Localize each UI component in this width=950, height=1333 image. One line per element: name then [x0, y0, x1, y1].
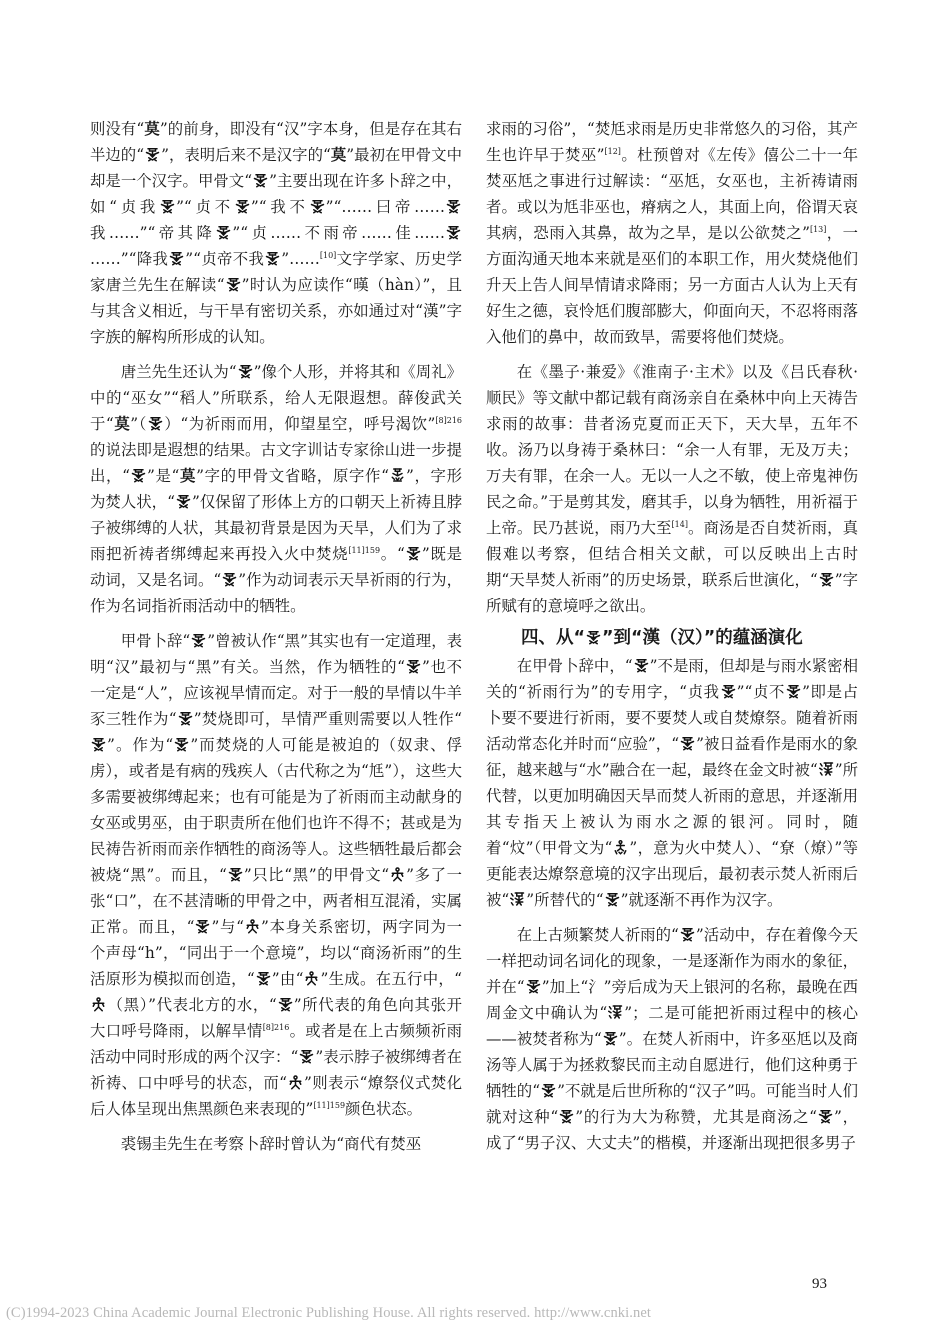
oracle-hei-glyph — [390, 866, 405, 882]
left-column — [90, 116, 462, 1157]
oracle-han-glyph — [148, 415, 163, 431]
oracle-han-glyph — [228, 866, 243, 882]
oracle-han-glyph — [238, 363, 253, 379]
paragraph: 裘锡圭先生在考察卜辞时曾认为“商代有焚巫 — [120, 1135, 422, 1153]
oracle-han-glyph — [310, 198, 325, 214]
bronze-han-glyph — [819, 761, 834, 777]
oracle-han-glyph — [226, 276, 241, 292]
oracle-han-glyph — [680, 926, 695, 942]
oracle-han-glyph — [819, 571, 834, 587]
oracle-han-glyph — [265, 250, 280, 266]
oracle-han-glyph — [235, 198, 250, 214]
oracle-han-glyph — [222, 571, 237, 587]
oracle-han-glyph — [406, 545, 421, 561]
oracle-han-glyph — [253, 172, 268, 188]
paragraph: 唐兰先生还认为“ ”像个人形，并将其和《周礼》中的“巫女”“稻人”所联系，给人无限遐想。薛俊武关于“莫”（ ）“为祈雨而用，仰望星空，呼号渴饮”$^{[8]216}$的说法即是遐想的结果。古文字训诂专家徐山进一步提出，“ ”是“莫”字的甲骨文省略，原字作“ ”，字形为焚人状，“ ”仅保留了形体上方的口朝天上祈祷且脖子被绑缚的人状，其最初背景是因为天旱，人们为了求雨把祈祷者绑缚起来再投入火中焚烧$^{[11]159}$。“ ”既是动词，又是名词。“ ”作为动词表示天旱祈雨的行为，作为名词指祈雨活动中的牺牲。 — [90, 363, 463, 615]
oracle-han-glyph — [818, 1108, 833, 1124]
oracle-han-glyph — [680, 735, 695, 751]
oracle-han-glyph — [406, 658, 421, 674]
oracle-han-glyph — [299, 1048, 314, 1064]
paragraph: 求雨的习俗”，“焚尪求雨是历史非常悠久的习俗，其产生也许早于焚巫”[12]。杜预曾对《左传》僖公二十一年焚巫尪之事进行过解读：“巫尪，女巫也，主祈祷请雨者。或以为尪非巫也，瘠病之人，其面上向，俗谓天哀其病，恐雨入其鼻，故为之旱，是以公欲焚之”[13]，一方面沟通天地本来就是巫们的本职工作，用火焚烧他们升天上告人间旱情请求降雨；另一方面古人认为上天有好生之德，哀怜尪们腹部膨大，仰面向天，不忍将雨落入他们的鼻中，故而致旱，需要将他们焚烧。 — [486, 120, 858, 346]
bronze-han-glyph — [510, 891, 525, 907]
oracle-han-glyph — [191, 632, 206, 648]
oracle-hei-glyph — [245, 918, 260, 934]
oracle-han-glyph — [605, 891, 620, 907]
oracle-han-glyph — [145, 146, 160, 162]
oracle-han-glyph — [174, 736, 189, 752]
copyright-footer: (C)1994-2023 China Academic Journal Electronic Publishing House. All rights reserved. http://www.cnki.net — [6, 1305, 652, 1321]
paragraph: 在上古频繁焚人祈雨的“ ”活动中，存在着像今天一样把动词名词化的现象，一是逐渐作为雨水的象征，并在“ ”加上“氵”旁后成为天上银河的名称，最晚在西周金文中确认为“ ”；二是可能把祈雨过程中的核心——被焚者称为“ ”。在焚人祈雨中，许多巫尪以及商汤等人属于为拯救黎民而主动自愿进行，他们这种勇于牺牲的“ ”不就是后世所称的“汉子”吗。可能当时人们就对这种“ ”的行为大为称赞，尤其是商汤之“ ”，成了“男子汉、大丈夫”的楷模，并逐渐出现把很多男子 — [486, 926, 859, 1152]
oracle-han-glyph — [446, 224, 461, 240]
oracle-han-glyph — [634, 657, 649, 673]
oracle-han-glyph — [91, 736, 106, 752]
paragraph: 在甲骨卜辞中，“ ”不是雨，但却是与雨水紧密相关的“祈雨行为”的专用字，“贞我 ”“贞不 ”即是占卜要不要进行祈雨，要不要焚人或自焚燎祭。随着祈雨活动常态化并时而“应验”，“ ”被日益看作是雨水的象征，越来越与“水”融合在一起，最终在金文时被“ ”所代替，以更加明确因天旱而焚人祈雨的意思，并逐渐用其专指天上被认为雨水之源的银河。同时，随着“炆”（甲骨文为“ ”，意为火中焚人）、“尞（燎）”等更能表达燎祭意境的汉字出现后，最初表示焚人祈雨后被“ ”所替代的“ ”就逐渐不再作为汉字。 — [486, 657, 858, 909]
oracle-hei-glyph — [91, 996, 106, 1012]
bronze-han-glyph — [608, 1004, 623, 1020]
paragraph: 则没有“莫”的前身，即没有“汉”字本身，但是存在其右半边的“ ”，表明后来不是汉字的“莫”最初在甲骨文中却是一个汉字。甲骨文“ ”主要出现在许多卜辞之中，如“贞我 ”“贞不 ”“我不 ”“……曰帝…… 我……”“帝其降 ”“贞……不雨帝……佳…… ……”“降我 ”“贞帝不我 ”……[10]文字学家、历史学家唐兰先生在解读“ ”时认为应读作“暵（hàn）”，且与其含义相近，与干旱有密切关系，亦如通过对“漢”字字族的解构所形成的认知。 — [90, 120, 462, 346]
oracle-han-glyph — [786, 683, 801, 699]
paragraph: 甲骨卜辞“ ”曾被认作“黑”其实也有一定道理，表明“汉”最初与“黑”有关。当然，作为牺牲的“ ”也不一定是“人”，应该视旱情而定。对于一般的旱情以牛羊豕三牲作为“ ”焚烧即可，旱情严重则需要以人牲作“ ”。作为“ ”而焚烧的人可能是被迫的（奴隶、俘虏），或者是有病的残疾人（古代称之为“尪”），这些大多需要被绑缚起来；也有可能是为了祈雨而主动献身的女巫或男巫，由于职责所在他们也许不得不；甚或是为民祷告祈雨而亲作牺牲的商汤等人。这些牺牲最后都会被烧“黑”。而且，“ ”只比“黑”的甲骨文“ ”多了一张“口”，在不甚清晰的甲骨之中，两者相互混淆，实属正常。而且，“ ”与“ ”本身关系密切，两字同为一个声母“h”，“同出于一个意境”，均以“商汤祈雨”的生活原形为模拟而创造，“ ”由“ ”生成。在五行中，“ （黑）”代表北方的水，“ ”所代表的角色向其张开大口呼号降雨，以解旱情$^{[8]216}$。或者是在上古频频祈雨活动中同时形成的两个汉字：“ ”表示脖子被绑缚者在祈祷、口中呼号的状态，而“ ”则表示“燎祭仪式焚化后人体呈现出焦黑颜色来表现的”$^{[11]159}$颜色状态。 — [90, 632, 463, 1118]
oracle-fen-ren-glyph — [390, 467, 405, 483]
oracle-han-glyph — [216, 224, 231, 240]
oracle-hei-glyph — [304, 970, 319, 986]
oracle-han-glyph — [195, 918, 210, 934]
page-number: 93 — [812, 1276, 827, 1292]
oracle-han-glyph — [446, 198, 461, 214]
paragraph: 在《墨子·兼爱》《淮南子·主术》以及《吕氏春秋·顺民》等文献中都记载有商汤亲自在桑林中向上天祷告求雨的故事：昔者汤克夏而正天下，天大旱，五年不收。汤乃以身祷于桑林曰：“余一人有罪，无及万夫；万夫有罪，在余一人。无以一人之不敏，使上帝鬼神伤民之命。”于是剪其发，磨其手，以身为牺牲，用祈福于上帝。民乃甚说，雨乃大至[14]。商汤是否自焚祈雨，真假难以考察，但结合相关文献，可以反映出上古时期“天旱焚人祈雨”的历史场景，联系后世演化，“ ”字所赋有的意境呼之欲出。 — [486, 363, 858, 615]
section-heading: 四、从“ ”到“漢（汉）”的蕴涵演化 — [521, 628, 803, 648]
oracle-han-glyph — [541, 1082, 556, 1098]
oracle-han-glyph — [256, 970, 271, 986]
oracle-han-glyph — [131, 467, 146, 483]
oracle-han-glyph — [176, 493, 191, 509]
oracle-han-glyph — [169, 250, 184, 266]
oracle-han-glyph — [178, 710, 193, 726]
oracle-han-glyph — [603, 1030, 618, 1046]
oracle-han-glyph — [160, 198, 175, 214]
oracle-hei-glyph — [288, 1074, 303, 1090]
right-column — [486, 116, 858, 1156]
oracle-han-glyph — [526, 978, 541, 994]
oracle-han-glyph — [721, 683, 736, 699]
oracle-han-glyph — [559, 1108, 574, 1124]
oracle-wen-glyph — [613, 839, 628, 855]
oracle-han-glyph — [586, 629, 601, 645]
oracle-han-glyph — [278, 996, 293, 1012]
